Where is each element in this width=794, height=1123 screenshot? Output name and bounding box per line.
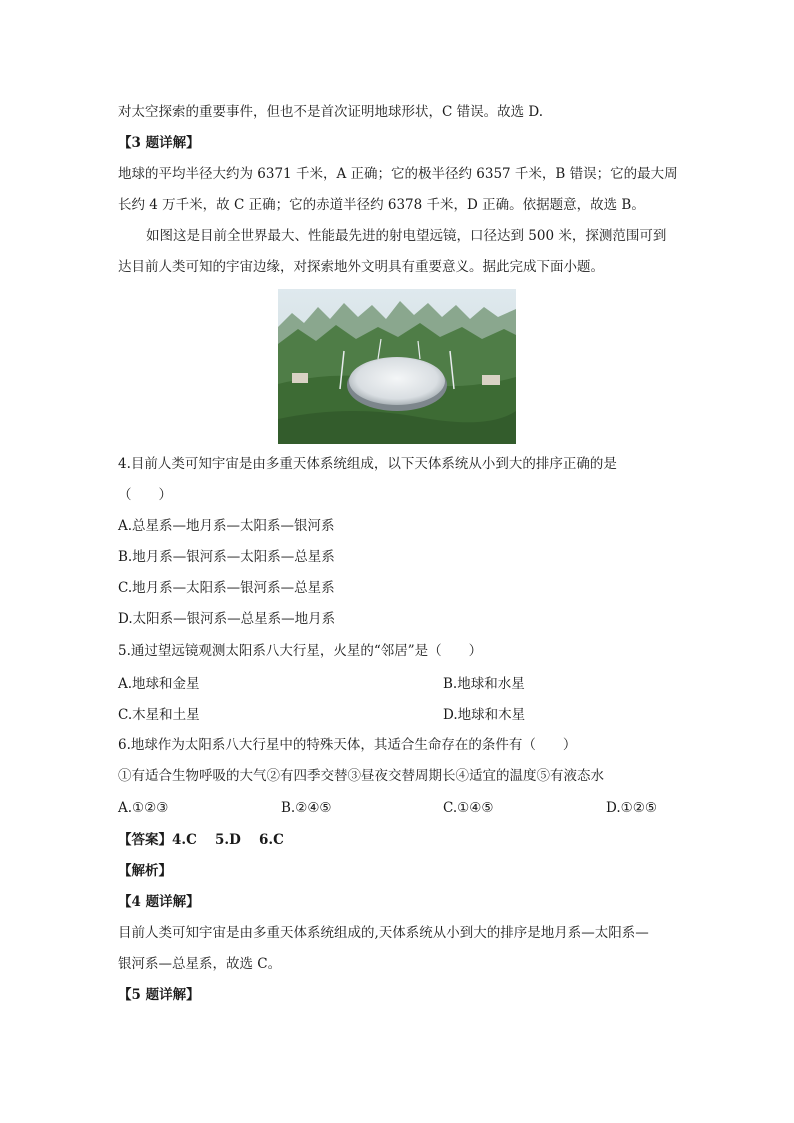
analysis-heading: 【解析】 <box>118 863 172 879</box>
question-4: 4.目前人类可知宇宙是由多重天体系统组成，以下天体系统从小到大的排序正确的是 <box>118 456 617 472</box>
option-5d: D.地球和木星 <box>443 707 526 723</box>
option-5c: C.木星和土星 <box>118 707 200 723</box>
option-6b: B.②④⑤ <box>281 800 332 816</box>
text-line: 目前人类可知宇宙是由多重天体系统组成的,天体系统从小到大的排序是地月系—太阳系— <box>118 925 649 941</box>
option-4a: A.总星系—地月系—太阳系—银河系 <box>118 518 335 534</box>
section-heading: 【5 题详解】 <box>118 987 200 1003</box>
question-4-parens: （ ） <box>118 487 172 503</box>
answer-line: 【答案】4.C 5.D 6.C <box>118 832 284 848</box>
question-6: 6.地球作为太阳系八大行星中的特殊天体，其适合生命存在的条件有（ ） <box>118 737 577 753</box>
text-line: 对太空探索的重要事件，但也不是首次证明地球形状，C 错误。故选 D. <box>118 104 544 120</box>
option-4c: C.地月系—太阳系—银河系—总星系 <box>118 580 335 596</box>
text-line: 达目前人类可知的宇宙边缘，对探索地外文明具有重要意义。据此完成下面小题。 <box>118 259 604 275</box>
question-5: 5.通过望远镜观测太阳系八大行星，火星的“邻居”是（ ） <box>118 643 483 659</box>
option-4b: B.地月系—银河系—太阳系—总星系 <box>118 549 335 565</box>
option-6c: C.①④⑤ <box>443 800 494 816</box>
section-heading: 【3 题详解】 <box>118 135 200 151</box>
text-line: 银河系—总星系，故选 C。 <box>118 956 282 972</box>
option-6d: D.①②⑤ <box>606 800 657 816</box>
option-4d: D.太阳系—银河系—总星系—地月系 <box>118 611 336 627</box>
question-6-statements: ①有适合生物呼吸的大气②有四季交替③昼夜交替周期长④适宜的温度⑤有液态水 <box>118 768 604 784</box>
text-line: 长约 4 万千米，故 C 正确；它的赤道半径约 6378 千米，D 正确。依据题意，故选 B。 <box>118 197 645 213</box>
telescope-photo <box>278 289 516 444</box>
option-5b: B.地球和水星 <box>443 676 525 692</box>
section-heading: 【4 题详解】 <box>118 894 200 910</box>
text-line: 地球的平均半径大约为 6371 千米，A 正确；它的极半径约 6357 千米，B 错误；它的最大周 <box>118 166 678 182</box>
text-line: 如图这是目前全世界最大、性能最先进的射电望远镜，口径达到 500 米，探测范围可到 <box>146 228 667 244</box>
option-5a: A.地球和金星 <box>118 676 200 692</box>
option-6a: A.①②③ <box>118 800 169 816</box>
